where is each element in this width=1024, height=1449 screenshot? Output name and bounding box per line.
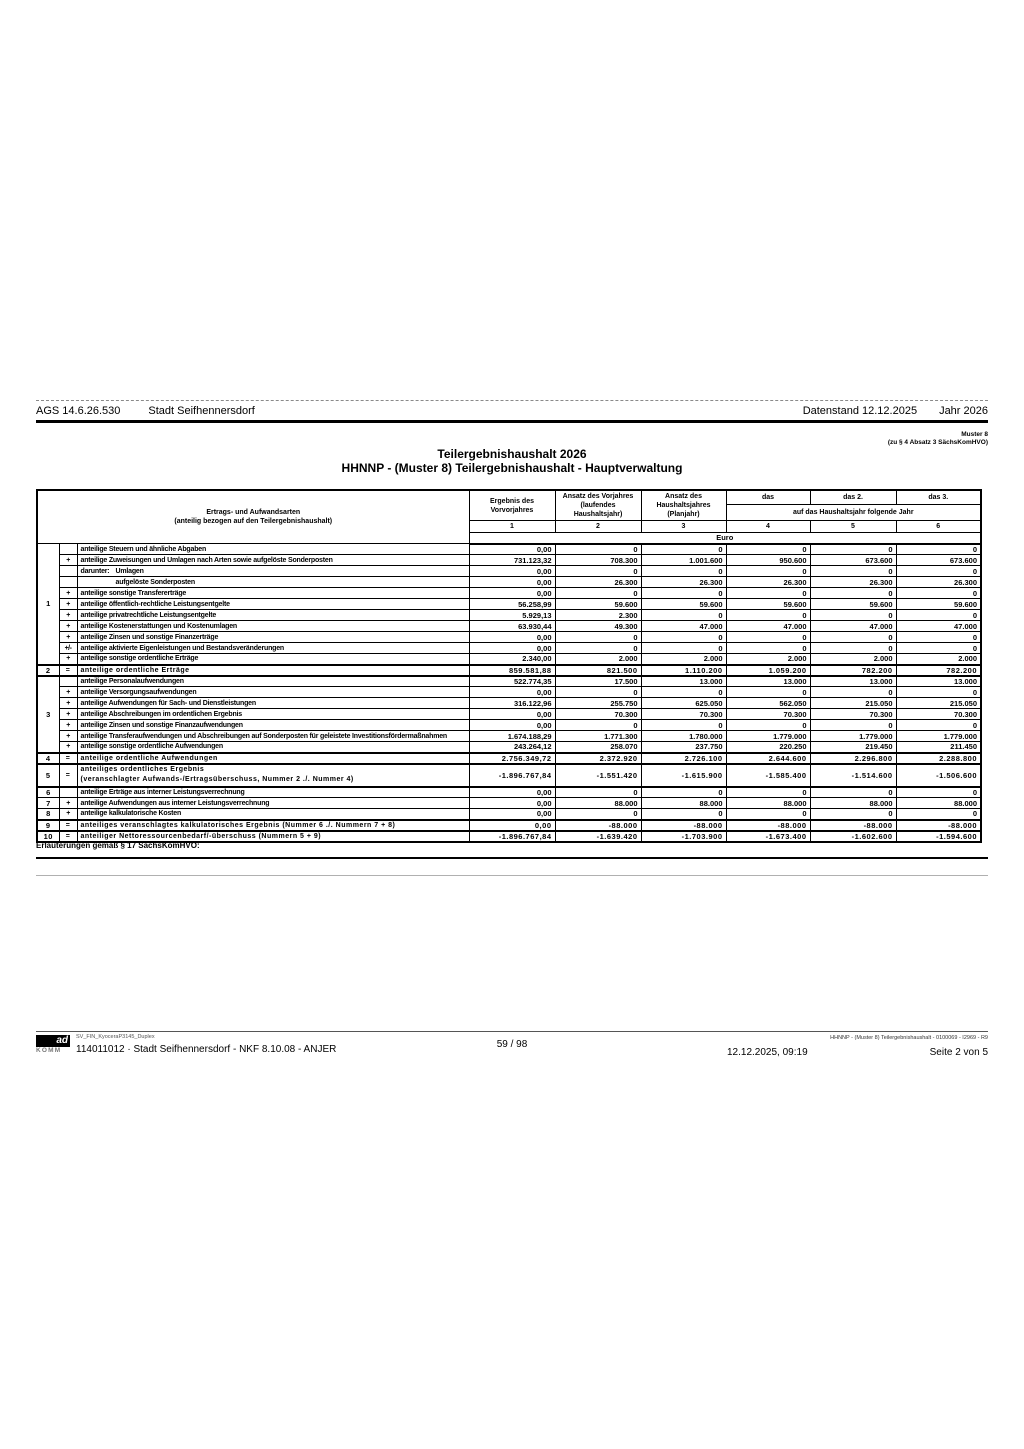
notes-rule-2 [36,875,988,876]
table-row [37,632,981,643]
value-cell-col1: 0,00 [469,544,555,555]
value-cell-col3: 0 [641,720,726,731]
value-cell-col6: 0 [896,643,981,654]
value-cell-col4: 0 [726,610,810,621]
value-cell-col5: 0 [810,632,896,643]
value-cell-col2: -88.000 [555,820,641,831]
value-cell-col1: 0,00 [469,809,555,820]
value-cell-col5: 0 [810,610,896,621]
value-cell-col4: 26.300 [726,577,810,588]
value-cell-col6: 0 [896,632,981,643]
value-cell-col5: 0 [810,720,896,731]
budget-table [36,489,982,843]
column-header-plan-prior: Ansatz des Vorjahres (laufendes Haushaltsjahr) [555,490,641,521]
value-cell-col4: 2.000 [726,654,810,665]
value-cell-col3: -1.615.900 [641,764,726,787]
value-cell-col6: 47.000 [896,621,981,632]
document-info: 114011012 · Stadt Seifhennersdorf - NKF 8.10.08 - ANJER [76,1044,337,1055]
row-label: anteilige privatrechtliche Leistungsentgelte [77,610,469,621]
value-cell-col4: 0 [726,643,810,654]
value-cell-col6: -1.506.600 [896,764,981,787]
table-row [37,588,981,599]
value-cell-col3: 0 [641,544,726,555]
value-cell-col2: 0 [555,566,641,577]
value-cell-col6: 0 [896,687,981,698]
value-cell-col1: 2.340,00 [469,654,555,665]
row-label: anteilige Aufwendungen für Sach- und Dienstleistungen [77,698,469,709]
table-row-total [37,764,981,787]
value-cell-col2: 258.070 [555,742,641,753]
value-cell-col3: 2.726.100 [641,753,726,764]
value-cell-col2: 26.300 [555,577,641,588]
value-cell-col4: 0 [726,687,810,698]
row-number: 9 [37,820,59,831]
value-cell-col6: 0 [896,720,981,731]
value-cell-col6: 0 [896,809,981,820]
row-operator [59,676,77,687]
value-cell-col5: 47.000 [810,621,896,632]
value-cell-col5: 673.600 [810,555,896,566]
row-number: 6 [37,787,59,798]
row-number: 7 [37,798,59,809]
value-cell-col2: 255.750 [555,698,641,709]
row-operator: + [59,599,77,610]
value-cell-col6: -1.594.600 [896,831,981,842]
row-operator: = [59,764,77,787]
row-operator: = [59,665,77,676]
value-cell-col2: 2.300 [555,610,641,621]
perforation-line [36,400,988,401]
row-number: 8 [37,809,59,820]
value-cell-col1: 0,00 [469,588,555,599]
value-cell-col4: 1.059.200 [726,665,810,676]
row-label: darunter: Umlagen [77,566,469,577]
table-row [37,687,981,698]
value-cell-col5: 1.779.000 [810,731,896,742]
value-cell-col5: -88.000 [810,820,896,831]
column-number: 2 [555,521,641,533]
column-header-following-years: auf das Haushaltsjahr folgende Jahr [726,504,981,520]
budget-table-container [36,489,982,843]
value-cell-col2: -1.551.420 [555,764,641,787]
row-label: anteilige Erträge aus interner Leistungsverrechnung [77,787,469,798]
printer-info: SV_FIN_KyoceraP3145_Duplex [76,1034,155,1040]
value-cell-col6: 1.779.000 [896,731,981,742]
value-cell-col6: 70.300 [896,709,981,720]
value-cell-col2: 2.372.920 [555,753,641,764]
value-cell-col2: 88.000 [555,798,641,809]
row-operator: + [59,621,77,632]
table-row [37,787,981,798]
table-row [37,654,981,665]
table-row [37,621,981,632]
value-cell-col4: 13.000 [726,676,810,687]
value-cell-col6: 673.600 [896,555,981,566]
column-number: 4 [726,521,810,533]
row-label: anteilige Zuweisungen und Umlagen nach Arten sowie aufgelöste Sonderposten [77,555,469,566]
row-operator: + [59,809,77,820]
value-cell-col3: 0 [641,566,726,577]
value-cell-col5: 0 [810,787,896,798]
row-label: anteiliges ordentliches Ergebnis (veranschlagter Aufwands-/Ertragsüberschuss, Nummer 2 ./. Nummer 4) [77,764,469,787]
value-cell-col2: 0 [555,588,641,599]
row-operator: + [59,632,77,643]
value-cell-col1: 0,00 [469,566,555,577]
value-cell-col1: 0,00 [469,787,555,798]
row-label: anteilige öffentlich-rechtliche Leistungsentgelte [77,599,469,610]
row-label: anteilige Aufwendungen aus interner Leistungsverrechnung [77,798,469,809]
column-header-following-3: das 3. [896,490,981,504]
table-row [37,720,981,731]
row-label: anteilige sonstige ordentliche Aufwendungen [77,742,469,753]
row-operator: + [59,720,77,731]
page-number-label: Seite 2 von 5 [929,1047,988,1058]
row-label: anteilige Zinsen und sonstige Finanzaufwendungen [77,720,469,731]
value-cell-col2: 0 [555,643,641,654]
value-cell-col3: 237.750 [641,742,726,753]
value-cell-col5: 0 [810,588,896,599]
value-cell-col3: 0 [641,787,726,798]
row-operator: + [59,709,77,720]
title-line1: Teilergebnishaushalt 2026 [437,447,587,461]
value-cell-col1: -1.896.767,84 [469,831,555,842]
value-cell-col1: 2.756.349,72 [469,753,555,764]
value-cell-col6: 0 [896,787,981,798]
value-cell-col1: 522.774,35 [469,676,555,687]
value-cell-col2: 49.300 [555,621,641,632]
column-header-following-1: das [726,490,810,504]
value-cell-col4: 0 [726,544,810,555]
value-cell-col6: 0 [896,566,981,577]
row-number: 1 [37,544,59,665]
row-operator: + [59,610,77,621]
row-operator [59,544,77,555]
row-label: anteilige kalkulatorische Kosten [77,809,469,820]
value-cell-col2: 0 [555,544,641,555]
value-cell-col5: -1.514.600 [810,764,896,787]
value-cell-col3: 0 [641,809,726,820]
row-operator: +/- [59,643,77,654]
value-cell-col4: 562.050 [726,698,810,709]
value-cell-col5: 13.000 [810,676,896,687]
value-cell-col1: 243.264,12 [469,742,555,753]
value-cell-col4: 59.600 [726,599,810,610]
row-label: anteilige ordentliche Aufwendungen [77,753,469,764]
row-label: anteilige aktivierte Eigenleistungen und Bestandsveränderungen [77,643,469,654]
value-cell-col2: 821.500 [555,665,641,676]
value-cell-col4: 950.600 [726,555,810,566]
value-cell-col6: 59.600 [896,599,981,610]
row-operator [59,787,77,798]
page-header-right [803,405,988,417]
row-label: anteilige Transferaufwendungen und Abschreibungen auf Sonderposten für geleistete Investitionsfördermaßnahmen [77,731,469,742]
table-row-total [37,831,981,842]
value-cell-col3: 88.000 [641,798,726,809]
value-cell-col4: 1.779.000 [726,731,810,742]
value-cell-col2: 59.600 [555,599,641,610]
value-cell-col3: 0 [641,588,726,599]
value-cell-col2: -1.639.420 [555,831,641,842]
value-cell-col1: 1.674.188,29 [469,731,555,742]
value-cell-col3: 0 [641,610,726,621]
value-cell-col2: 0 [555,787,641,798]
value-cell-col2: 70.300 [555,709,641,720]
column-number: 1 [469,521,555,533]
table-row [37,676,981,687]
row-number: 5 [37,764,59,787]
table-row [37,643,981,654]
row-label: anteilige Zinsen und sonstige Finanzerträge [77,632,469,643]
row-label: aufgelöste Sonderposten [77,577,469,588]
ags-number: AGS 14.6.26.530 [36,405,121,417]
table-row [37,566,981,577]
form-name: Muster 8 [961,431,988,438]
row-label: anteiliger Nettoressourcenbedarf/-überschuss (Nummern 5 + 9) [77,831,469,842]
value-cell-col4: 70.300 [726,709,810,720]
column-number: 5 [810,521,896,533]
row-label: anteilige Kostenerstattungen und Kostenumlagen [77,621,469,632]
value-cell-col3: 47.000 [641,621,726,632]
notes-rule-1 [36,857,988,859]
value-cell-col4: 0 [726,787,810,798]
value-cell-col5: 70.300 [810,709,896,720]
value-cell-col1: 63.930,44 [469,621,555,632]
value-cell-col2: 1.771.300 [555,731,641,742]
value-cell-col1: 0,00 [469,820,555,831]
value-cell-col3: 70.300 [641,709,726,720]
value-cell-col5: -1.602.600 [810,831,896,842]
notes-heading: Erläuterungen gemäß § 17 SächsKomHVO: [36,841,200,850]
value-cell-col5: 88.000 [810,798,896,809]
value-cell-col1: -1.896.767,84 [469,764,555,787]
row-label: anteilige Versorgungsaufwendungen [77,687,469,698]
column-header-accounts: Ertrags- und Aufwandsarten (anteilig bezogen auf den Teilergebnishaushalt) [37,490,469,544]
value-cell-col6: 782.200 [896,665,981,676]
value-cell-col5: 2.296.800 [810,753,896,764]
form-legal-basis: (zu § 4 Absatz 3 SächsKomHVO) [887,438,988,446]
column-header-result-prior: Ergebnis des Vorvorjahres [469,490,555,521]
value-cell-col1: 0,00 [469,577,555,588]
value-cell-col4: 0 [726,632,810,643]
row-label: anteilige ordentliche Erträge [77,665,469,676]
value-cell-col5: 219.450 [810,742,896,753]
table-row [37,544,981,555]
value-cell-col4: -1.673.400 [726,831,810,842]
value-cell-col3: 2.000 [641,654,726,665]
row-operator: + [59,588,77,599]
row-operator: + [59,555,77,566]
row-label: anteilige Personalaufwendungen [77,676,469,687]
value-cell-col2: 708.300 [555,555,641,566]
value-cell-col4: 0 [726,720,810,731]
value-cell-col3: 13.000 [641,676,726,687]
row-number: 10 [37,831,59,842]
table-row [37,731,981,742]
value-cell-col3: 59.600 [641,599,726,610]
value-cell-col3: 26.300 [641,577,726,588]
value-cell-col5: 215.050 [810,698,896,709]
row-number: 3 [37,676,59,753]
value-cell-col3: 0 [641,687,726,698]
row-operator: + [59,798,77,809]
value-cell-col2: 0 [555,720,641,731]
column-number: 6 [896,521,981,533]
value-cell-col5: 0 [810,687,896,698]
row-operator: + [59,687,77,698]
header-rule [36,420,988,423]
value-cell-col1: 56.258,99 [469,599,555,610]
table-row-total [37,820,981,831]
value-cell-col6: 0 [896,610,981,621]
value-cell-col3: 625.050 [641,698,726,709]
value-cell-col1: 0,00 [469,643,555,654]
value-cell-col5: 0 [810,566,896,577]
currency-row: Euro [469,533,981,544]
row-operator: + [59,731,77,742]
city-name: Stadt Seifhennersdorf [148,405,255,417]
value-cell-col5: 2.000 [810,654,896,665]
row-operator [59,566,77,577]
value-cell-col5: 59.600 [810,599,896,610]
table-row [37,698,981,709]
value-cell-col3: 1.780.000 [641,731,726,742]
row-label: anteilige sonstige ordentliche Erträge [77,654,469,665]
value-cell-col6: 0 [896,544,981,555]
title-line2: HHNNP - (Muster 8) Teilergebnishaushalt - Hauptverwaltung [341,461,683,475]
value-cell-col1: 5.929,13 [469,610,555,621]
column-number: 3 [641,521,726,533]
value-cell-col1: 0,00 [469,720,555,731]
page-header-left [36,405,255,417]
data-status: Datenstand 12.12.2025 [802,405,918,417]
value-cell-col6: 2.288.800 [896,753,981,764]
value-cell-col3: 1.001.600 [641,555,726,566]
value-cell-col2: 0 [555,809,641,820]
value-cell-col4: 47.000 [726,621,810,632]
page-title [0,447,1024,475]
value-cell-col6: 2.000 [896,654,981,665]
value-cell-col4: 0 [726,588,810,599]
value-cell-col5: 26.300 [810,577,896,588]
table-row [37,742,981,753]
value-cell-col4: -88.000 [726,820,810,831]
row-operator: + [59,654,77,665]
value-cell-col3: 1.110.200 [641,665,726,676]
table-row [37,610,981,621]
value-cell-col4: 2.644.600 [726,753,810,764]
page-counter: 59 / 98 [496,1039,528,1050]
table-row [37,809,981,820]
value-cell-col3: 0 [641,643,726,654]
value-cell-col2: 0 [555,632,641,643]
logo-top-text: ad [36,1035,70,1047]
row-operator: + [59,698,77,709]
value-cell-col4: 220.250 [726,742,810,753]
row-label: anteilige sonstige Transfererträge [77,588,469,599]
value-cell-col4: 0 [726,566,810,577]
column-header-plan-year: Ansatz des Haushaltsjahres (Planjahr) [641,490,726,521]
value-cell-col1: 859.581,88 [469,665,555,676]
value-cell-col3: -88.000 [641,820,726,831]
table-row [37,577,981,588]
value-cell-col4: 88.000 [726,798,810,809]
budget-year: Jahr 2026 [939,405,988,417]
value-cell-col2: 2.000 [555,654,641,665]
report-reference: HHNNP - (Muster 8) Teilergebnishaushalt - 0100069 - I2969 - R9 [830,1035,988,1041]
budget-table-body [37,544,981,842]
row-operator: = [59,831,77,842]
value-cell-col5: 782.200 [810,665,896,676]
value-cell-col4: -1.585.400 [726,764,810,787]
print-datetime: 12.12.2025, 09:19 [727,1047,808,1058]
row-number: 4 [37,753,59,764]
value-cell-col6: 88.000 [896,798,981,809]
value-cell-col4: 0 [726,809,810,820]
value-cell-col5: 0 [810,643,896,654]
table-row [37,555,981,566]
value-cell-col1: 0,00 [469,798,555,809]
value-cell-col1: 316.122,96 [469,698,555,709]
form-reference [888,431,988,446]
row-label: anteilige Steuern und ähnliche Abgaben [77,544,469,555]
table-row [37,798,981,809]
value-cell-col1: 0,00 [469,709,555,720]
table-row-total [37,753,981,764]
table-row [37,599,981,610]
row-label: anteiliges veranschlagtes kalkulatorisches Ergebnis (Nummer 6 ./. Nummern 7 + 8) [77,820,469,831]
row-number: 2 [37,665,59,676]
value-cell-col6: 13.000 [896,676,981,687]
value-cell-col5: 0 [810,809,896,820]
value-cell-col6: 215.050 [896,698,981,709]
value-cell-col6: -88.000 [896,820,981,831]
adkomm-logo [36,1035,70,1055]
value-cell-col3: -1.703.900 [641,831,726,842]
row-operator: = [59,753,77,764]
value-cell-col6: 211.450 [896,742,981,753]
table-row [37,709,981,720]
logo-bottom-text: KOMM [36,1047,62,1054]
value-cell-col5: 0 [810,544,896,555]
value-cell-col2: 0 [555,687,641,698]
column-header-following-2: das 2. [810,490,896,504]
value-cell-col3: 0 [641,632,726,643]
value-cell-col6: 26.300 [896,577,981,588]
row-operator [59,577,77,588]
row-operator: + [59,742,77,753]
row-label: anteilige Abschreibungen im ordentlichen Ergebnis [77,709,469,720]
value-cell-col6: 0 [896,588,981,599]
value-cell-col1: 731.123,32 [469,555,555,566]
value-cell-col2: 17.500 [555,676,641,687]
value-cell-col1: 0,00 [469,632,555,643]
table-row-total [37,665,981,676]
value-cell-col1: 0,00 [469,687,555,698]
footer-rule [36,1031,988,1032]
row-operator: = [59,820,77,831]
